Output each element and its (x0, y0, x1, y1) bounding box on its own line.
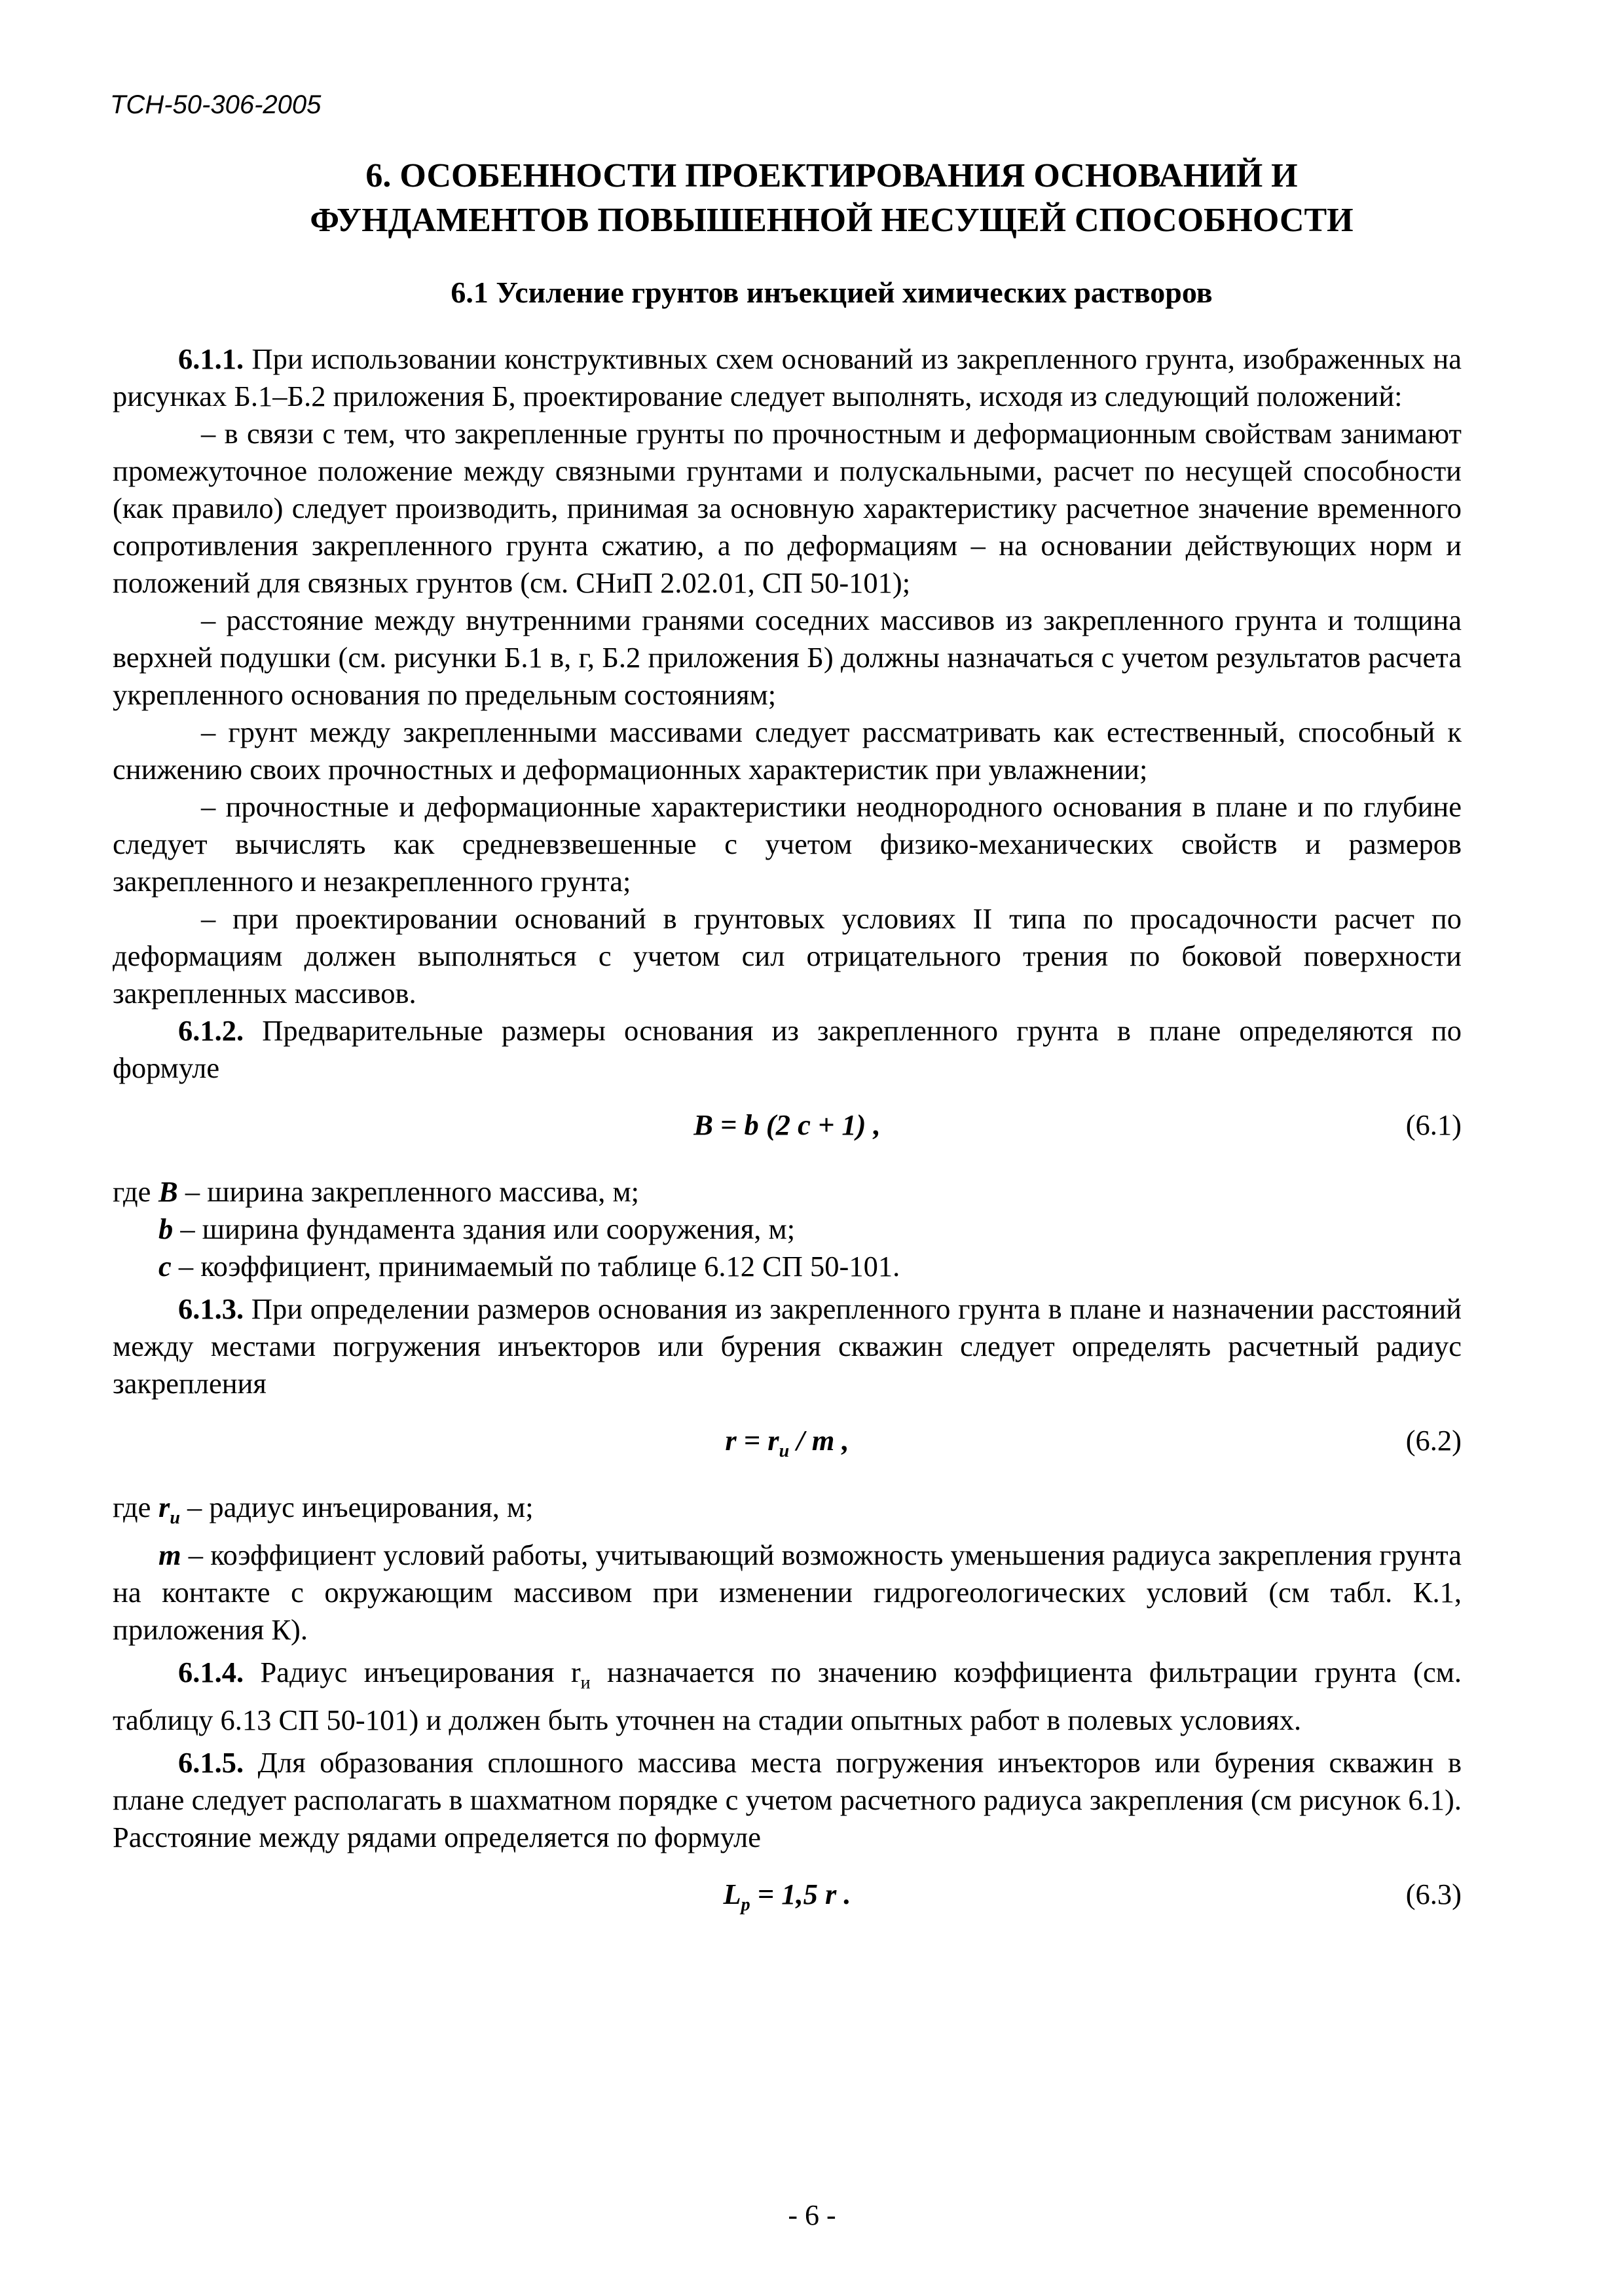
formula-subscript: и (779, 1440, 790, 1461)
clause-number: 6.1.5. (178, 1745, 244, 1779)
formula-6-3 (113, 1876, 1462, 1922)
list-item: – расстояние между внутренними гранями соседних массивов из закрепленного грунта и толщина верхней подушки (см. рисунки Б.1 в, г, Б.2 приложения Б) должны назначаться с учетом результатов расчета укрепленного основания по предельным состояниям; (113, 604, 1462, 711)
paragraph-text: Предварительные размеры основания из закрепленного грунта в плане определяются по формуле (113, 1014, 1462, 1084)
list-item: – прочностные и деформационные характеристики неоднородного основания в плане и по глубине следует вычислять как средневзвешенные с учетом физико-механических свойств и размеров закрепленного и незакрепленного грунта; (113, 790, 1462, 898)
formula-rhs: / m , (789, 1424, 849, 1457)
formula-6-1 (113, 1106, 1462, 1152)
definition-row (113, 1248, 1462, 1285)
subsection-title: 6.1 Усиление грунтов инъекцией химических растворов (451, 276, 1213, 309)
symbol: B (158, 1175, 178, 1208)
paragraph-text: назначается по значению коэффициента фильтрации грунта (см. таблицу 6.13 СП 50-101) и должен быть уточнен на стадии опытных работ в полевых условиях. (113, 1655, 1462, 1736)
document-body (113, 340, 1462, 1942)
formula-number: (6.3) (1405, 1877, 1462, 1910)
definition-row (113, 1173, 1462, 1211)
symbol-subscript: и (170, 1507, 180, 1528)
definition-row (113, 1211, 1462, 1248)
symbol: b (158, 1212, 174, 1245)
formula-number: (6.2) (1405, 1424, 1462, 1457)
paragraph-6-1-4 (113, 1654, 1462, 1739)
formula-expression (113, 1422, 1462, 1470)
section-title (105, 154, 1559, 243)
subscript: и (580, 1672, 591, 1693)
definition-row (113, 1537, 1462, 1649)
formula-expression: B = b (2 c + 1) , (693, 1108, 881, 1141)
clause-number: 6.1.3. (178, 1292, 244, 1325)
list-item: – при проектировании оснований в грунтовых условиях II типа по просадочности расчет по деформациям должен выполняться с учетом сил отрицательного трения по боковой поверхности закрепленных массивов. (113, 902, 1462, 1010)
section-title-line-2: ФУНДАМЕНТОВ ПОВЫШЕННОЙ НЕСУЩЕЙ СПОСОБНОСТИ (310, 202, 1354, 239)
where-word: где (113, 1491, 151, 1523)
paragraph-6-1-1 (113, 340, 1462, 415)
paragraph-text: При использовании конструктивных схем оснований из закрепленного грунта, изображенных на рисунках Б.1–Б.2 приложения Б, проектирование следует выполнять, исходя из следующий положений: (113, 342, 1462, 412)
formula-lhs: r = r (725, 1424, 779, 1457)
where-word: где (113, 1175, 151, 1208)
paragraph-text: Радиус инъецирования r (244, 1655, 581, 1688)
paragraph-text: Для образования сплошного массива места погружения инъекторов или бурения скважин в плане следует располагать в шахматном порядке с учетом расчетного радиуса закрепления (см рисунок 6.1). Расстояние между рядами определяется по формуле (113, 1745, 1462, 1853)
paragraph-6-1-5 (113, 1744, 1462, 1856)
symbol: m (158, 1538, 181, 1571)
paragraph-6-1-2 (113, 1012, 1462, 1087)
formula-expression (113, 1876, 1462, 1923)
formula-number: (6.1) (1405, 1108, 1462, 1141)
symbol: r (158, 1491, 170, 1523)
document-id: ТСН-50-306-2005 (110, 90, 322, 119)
symbol: c (158, 1250, 172, 1283)
section-title-line-1: 6. ОСОБЕННОСТИ ПРОЕКТИРОВАНИЯ ОСНОВАНИЙ И (365, 157, 1298, 194)
list-item: – грунт между закрепленными массивами следует рассматривать как естественный, способный к снижению своих прочностных и деформационных характеристик при увлажнении; (113, 716, 1462, 786)
definition-text: – коэффициент, принимаемый по таблице 6.12 СП 50-101. (171, 1250, 900, 1283)
definition-text: – радиус инъецирования, м; (179, 1491, 534, 1523)
formula-6-2 (113, 1422, 1462, 1468)
formula-rhs: = 1,5 r . (750, 1877, 851, 1910)
definition-text: – коэффициент условий работы, учитывающий возможность уменьшения радиуса закрепления грунта на контакте с окружающим массивом при изменении гидрогеологических условий (см табл. К.1, приложения К). (113, 1538, 1462, 1646)
formula-lhs: L (723, 1877, 741, 1910)
page-number: - 6 - (788, 2199, 836, 2231)
clause-number: 6.1.2. (178, 1014, 244, 1047)
paragraph-6-1-3 (113, 1290, 1462, 1402)
paragraph-text: При определении размеров основания из закрепленного грунта в плане и назначении расстояний между местами погружения инъекторов или бурения скважин следует определять расчетный радиус закрепления (113, 1292, 1462, 1400)
formula-subscript: р (741, 1894, 750, 1915)
definition-text: – ширина фундамента здания или сооружения, м; (173, 1212, 796, 1245)
list-item: – в связи с тем, что закрепленные грунты по прочностным и деформационным свойствам занимают промежуточное положение между связными грунтами и полускальными, расчет по несущей способности (как правило) следует производить, принимая за основную характеристику расчетное значение временного сопротивления закрепленного грунта сжатию, а по деформациям – на основании действующих норм и положений для связных грунтов (см. СНиП 2.02.01, СП 50-101); (113, 417, 1462, 599)
definition-text: – ширина закрепленного массива, м; (177, 1175, 640, 1208)
definition-row (113, 1489, 1462, 1537)
clause-number: 6.1.4. (178, 1655, 244, 1688)
clause-number: 6.1.1. (178, 342, 244, 375)
